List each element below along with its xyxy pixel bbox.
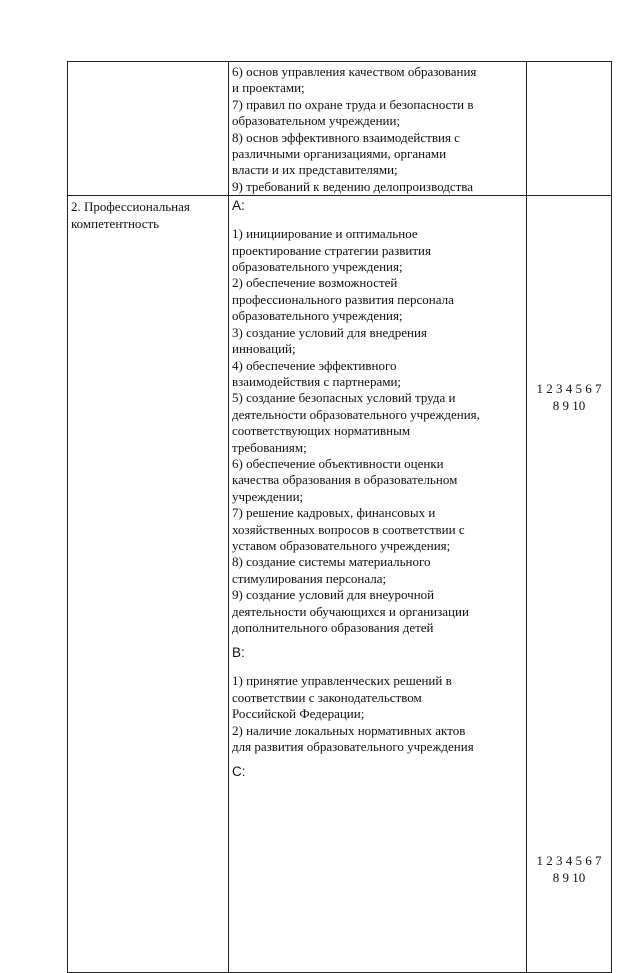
criterion-cell-empty	[68, 62, 229, 196]
list-line: 1) принятие управленческих решений в	[232, 673, 452, 689]
requirements-list	[232, 64, 522, 195]
list-line: стимулирования персонала;	[232, 570, 387, 586]
list-line: качества образования в образовательном	[232, 472, 458, 488]
list-line: образовательного учреждения;	[232, 259, 403, 275]
list-line: уставом образовательного учреждения;	[232, 537, 451, 553]
spacer	[232, 636, 522, 644]
spacer	[232, 215, 522, 226]
list-line: власти и их представителями;	[232, 162, 398, 178]
table-row	[68, 196, 612, 973]
list-line: деятельности обучающихся и организации	[232, 603, 469, 619]
criterion-text	[71, 199, 224, 232]
assessment-table	[67, 61, 612, 973]
criterion-line: компетентность	[71, 215, 160, 231]
list-line: взаимодействия с партнерами;	[232, 373, 402, 389]
criterion-line: 2. Профессиональная	[71, 199, 190, 215]
list-line: 1) инициирование и оптимальное	[232, 226, 418, 242]
list-line: инноваций;	[232, 341, 296, 357]
list-line: 9) создание условий для внеурочной	[232, 587, 435, 603]
list-line: соответствии с законодательством	[232, 689, 422, 705]
list-line: 2) обеспечение возможностей	[232, 275, 398, 291]
spacer	[232, 755, 522, 763]
section-a-scores	[527, 381, 611, 414]
list-line: проектирование стратегии развития	[232, 242, 431, 258]
indicators-cell	[229, 196, 527, 973]
list-line: 8) создание системы материального	[232, 554, 431, 570]
list-line: 9) требований к ведению делопроизводства	[232, 178, 474, 194]
list-line: требованиям;	[232, 439, 307, 455]
list-line: хозяйственных вопросов в соответствии с	[232, 521, 465, 537]
list-line: 2) наличие локальных нормативных актов	[232, 722, 466, 738]
list-line: 7) правил по охране труда и безопасности в	[232, 96, 474, 112]
list-line: дополнительного образования детей	[232, 620, 434, 635]
score-line: 1 2 3 4 5 6 7	[536, 853, 602, 869]
table-row	[68, 62, 612, 196]
score-line: 8 9 10	[552, 869, 586, 885]
list-line: для развития образовательного учреждения	[232, 739, 474, 755]
scores-cell-empty	[527, 62, 612, 196]
requirements-cell	[229, 62, 527, 196]
spacer	[232, 662, 522, 673]
section-a-list	[232, 226, 522, 636]
criterion-cell	[68, 196, 229, 973]
section-b-label: B:	[232, 645, 245, 661]
list-line: образовательного учреждения;	[232, 308, 403, 324]
list-line: 8) основ эффективного взаимодействия с	[232, 129, 460, 145]
list-line: 6) обеспечение объективности оценки	[232, 455, 444, 471]
section-b-scores	[527, 853, 611, 886]
list-line: и проектами;	[232, 80, 305, 96]
list-line: 3) создание условий для внедрения	[232, 324, 427, 340]
scores-cell	[527, 196, 612, 973]
list-line: 5) создание безопасных условий труда и	[232, 390, 456, 406]
list-line: 4) обеспечение эффективного	[232, 357, 397, 373]
list-line: соответствующих нормативным	[232, 423, 411, 439]
list-line: профессионального развития персонала	[232, 291, 454, 307]
list-line: деятельности образовательного учреждения,	[232, 406, 480, 422]
list-line: 6) основ управления качеством образования	[232, 64, 477, 79]
list-line: Российской Федерации;	[232, 706, 365, 722]
score-line: 8 9 10	[552, 397, 586, 413]
score-line: 1 2 3 4 5 6 7	[536, 381, 602, 397]
list-line: различными организациями, органами	[232, 146, 447, 162]
section-b-list	[232, 673, 522, 755]
section-a-label: A:	[232, 198, 245, 214]
list-line: 7) решение кадровых, финансовых и	[232, 505, 436, 521]
list-line: образовательном учреждении;	[232, 113, 401, 129]
list-line: учреждении;	[232, 488, 304, 504]
section-c-label: C:	[232, 764, 246, 780]
